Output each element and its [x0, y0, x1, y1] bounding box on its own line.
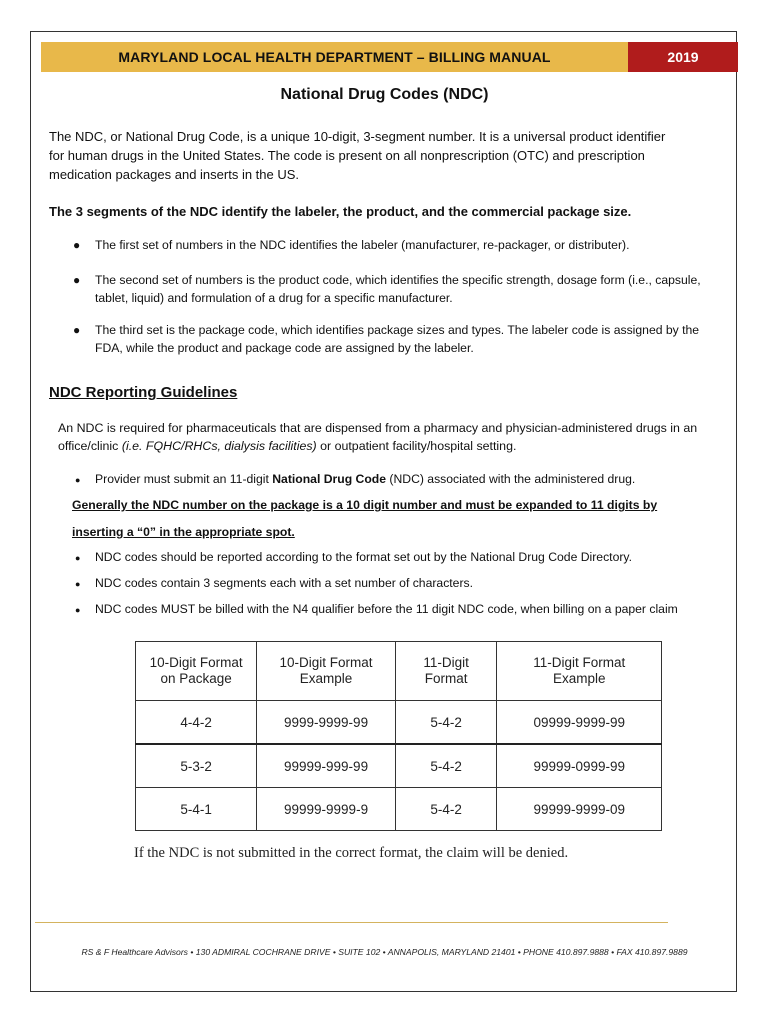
guideline-bullet: ● NDC codes should be reported according to the format set out by the National Drug Code Directory. — [95, 548, 632, 566]
guidelines-heading: NDC Reporting Guidelines — [49, 384, 238, 401]
segment-bullet — [73, 236, 630, 254]
segments-heading: The 3 segments of the NDC identify the labeler, the product, and the commercial package size. — [49, 204, 632, 219]
guideline-bullet: ● NDC codes MUST be billed with the N4 qualifier before the 11 digit NDC code, when billing on a paper claim — [95, 600, 678, 618]
guideline-bullet: ● Provider must submit an 11-digit National Drug Code (NDC) associated with the administered drug. — [95, 470, 635, 488]
table-header-row — [136, 642, 662, 701]
denied-note: If the NDC is not submitted in the correct format, the claim will be denied. — [134, 845, 569, 861]
bullet-icon: ● — [75, 579, 81, 589]
table-header-cell: 10-Digit Format Example — [257, 642, 396, 701]
bullet-line: The third set is the package code, which identifies package sizes and types. The labeler code is assigned by the — [95, 323, 700, 337]
italic-examples: (i.e. FQHC/RHCs, dialysis facilities) — [121, 439, 317, 453]
intro-paragraph — [49, 127, 665, 184]
table-cell: 99999-0999-99 — [497, 744, 662, 788]
intro-line: for human drugs in the United States. The code is present on all nonprescription (OTC) and prescription — [49, 148, 645, 163]
footer-divider — [35, 922, 668, 923]
header-year: 2019 — [628, 42, 738, 72]
segment-bullet — [73, 321, 700, 357]
header-banner — [41, 42, 738, 72]
table-header-cell: 10-Digit Format on Package — [136, 642, 257, 701]
table-cell: 09999-9999-99 — [497, 701, 662, 745]
ndc-format-table — [135, 641, 662, 831]
table-cell: 5-3-2 — [136, 744, 257, 788]
expansion-note-line: inserting a “0” in the appropriate spot. — [72, 525, 295, 539]
bullet-icon: ● — [73, 273, 81, 287]
table-row — [136, 744, 662, 788]
table-row — [136, 788, 662, 831]
table-row — [136, 701, 662, 745]
table-cell: 5-4-1 — [136, 788, 257, 831]
table-cell: 5-4-2 — [395, 788, 497, 831]
paragraph-line: office/clinic (i.e. FQHC/RHCs, dialysis facilities) or outpatient facility/hospital setting. — [58, 439, 517, 453]
bullet-line: FDA, while the product and package code are assigned by the labeler. — [95, 341, 474, 355]
table-cell: 9999-9999-99 — [257, 701, 396, 745]
segment-bullet — [73, 271, 701, 307]
table-cell: 99999-9999-9 — [257, 788, 396, 831]
guideline-bullet: ● NDC codes contain 3 segments each with a set number of characters. — [95, 574, 473, 592]
bullet-icon: ● — [73, 323, 81, 337]
header-title: MARYLAND LOCAL HEALTH DEPARTMENT – BILLING MANUAL — [41, 42, 628, 72]
bullet-line: tablet, liquid) and formulation of a drug for a specific manufacturer. — [95, 291, 453, 305]
intro-line: The NDC, or National Drug Code, is a unique 10-digit, 3-segment number. It is a universal product identifier — [49, 129, 666, 144]
expansion-note-line: Generally the NDC number on the package is a 10 digit number and must be expanded to 11 digits by — [72, 498, 658, 512]
bullet-icon: ● — [73, 238, 81, 252]
table-cell: 5-4-2 — [395, 744, 497, 788]
table-header-cell: 11-Digit Format — [395, 642, 497, 701]
bullet-icon: ● — [75, 475, 81, 485]
bullet-icon: ● — [75, 553, 81, 563]
intro-line: medication packages and inserts in the US. — [49, 167, 300, 182]
bullet-line: The second set of numbers is the product code, which identifies the specific strength, dosage form (i.e., capsule, — [95, 273, 701, 287]
page-title: National Drug Codes (NDC) — [280, 86, 489, 103]
bullet-icon: ● — [75, 605, 81, 615]
table-cell: 99999-999-99 — [257, 744, 396, 788]
paragraph-line: An NDC is required for pharmaceuticals that are dispensed from a pharmacy and physician-administered drugs in an — [58, 421, 698, 435]
table-cell: 5-4-2 — [395, 701, 497, 745]
guidelines-paragraph — [58, 419, 697, 455]
bullet-line: The first set of numbers in the NDC identifies the labeler (manufacturer, re-packager, or distributer). — [95, 238, 630, 252]
document-page — [30, 31, 737, 992]
table-cell: 4-4-2 — [136, 701, 257, 745]
table-header-cell: 11-Digit Format Example — [497, 642, 662, 701]
table-cell: 99999-9999-09 — [497, 788, 662, 831]
footer-contact: RS & F Healthcare Advisors • 130 ADMIRAL COCHRANE DRIVE • SUITE 102 • ANNAPOLIS, MARYLAND 21401 • PHONE 410.897.9888 • FAX 410.897.9889 — [81, 947, 688, 957]
